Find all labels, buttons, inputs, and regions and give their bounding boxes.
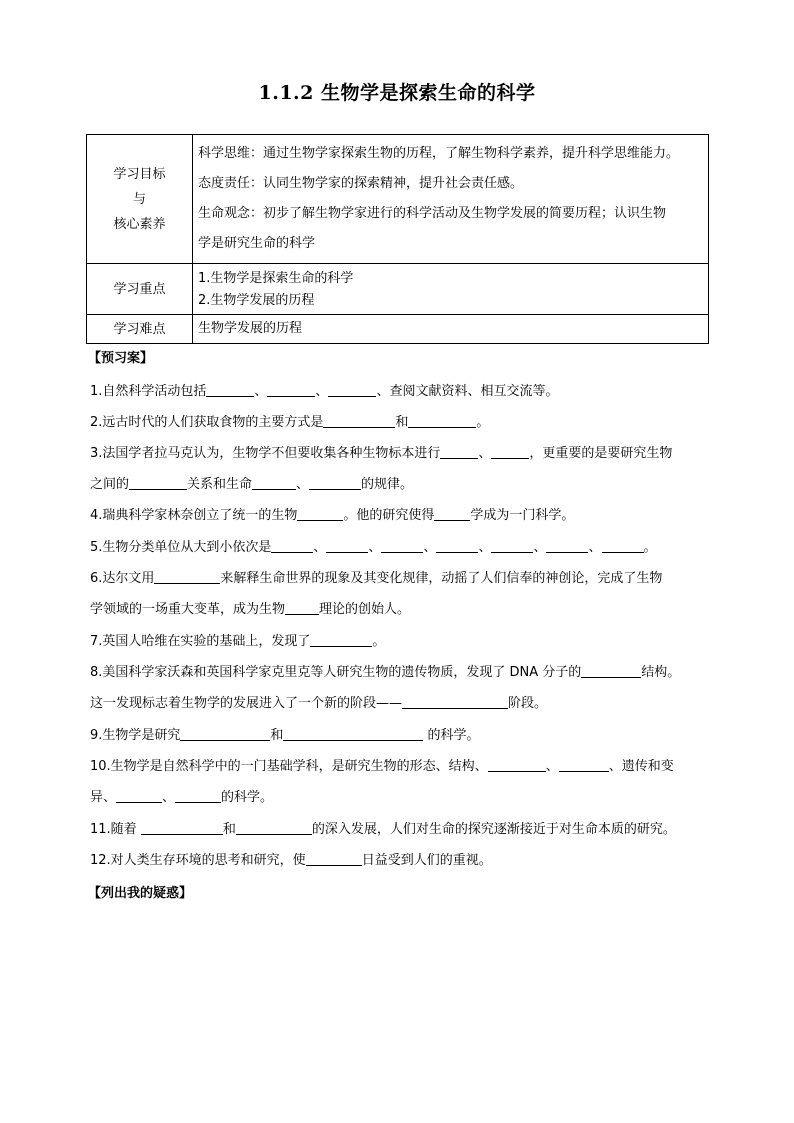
difficulty-label: 学习难点 bbox=[87, 315, 193, 344]
goal-text: 生命观念：初步了解生物学家进行的科学活动及生物学发展的简要历程；认识生物 bbox=[198, 206, 667, 221]
table-row bbox=[87, 135, 709, 264]
question-9 bbox=[90, 720, 715, 751]
preview-section-heading: 【预习案】 bbox=[88, 351, 154, 366]
question-text: 、 bbox=[588, 540, 602, 555]
question-text: 阶段。 bbox=[508, 696, 548, 711]
answer-blank[interactable] bbox=[154, 569, 220, 584]
question-text: 1.自然科学活动包括 bbox=[90, 384, 207, 399]
table-row bbox=[87, 315, 709, 344]
question-text: 和 bbox=[270, 728, 284, 743]
doubts-section-heading: 【列出我的疑惑】 bbox=[88, 886, 193, 901]
question-text: 8.美国科学家沃森和英国科学家克里克等人研究生物的遗传物质，发现了 DNA 分子的 bbox=[90, 665, 582, 680]
answer-blank[interactable] bbox=[381, 538, 423, 553]
answer-blank[interactable] bbox=[602, 538, 644, 553]
question-text: ，更重要的是要研究生物 bbox=[529, 446, 673, 461]
answer-blank[interactable] bbox=[285, 600, 319, 615]
answer-blank[interactable] bbox=[116, 788, 162, 803]
question-10-line-1 bbox=[90, 751, 715, 782]
question-text: 、 bbox=[315, 384, 329, 399]
question-text: 的科学。 bbox=[423, 728, 480, 743]
answer-blank[interactable] bbox=[236, 820, 312, 835]
question-text: 、 bbox=[478, 540, 492, 555]
question-6-line-2 bbox=[90, 594, 715, 625]
question-8-line-2 bbox=[90, 688, 715, 719]
question-text: 、 bbox=[313, 540, 327, 555]
question-6-line-1 bbox=[90, 563, 715, 594]
question-text: 这一发现标志着生物学的发展进入了一个新的阶段—— bbox=[90, 696, 403, 711]
question-text: 。 bbox=[476, 415, 490, 430]
question-text: 理论的创始人。 bbox=[319, 602, 411, 617]
answer-blank[interactable] bbox=[297, 506, 343, 521]
question-text: 2.远古时代的人们获取食物的主要方式是 bbox=[90, 415, 324, 430]
question-10-line-2 bbox=[90, 782, 715, 813]
goal-text: 学是研究生命的科学 bbox=[198, 236, 316, 251]
question-5 bbox=[90, 532, 715, 563]
question-text: 9.生物学是研究 bbox=[90, 728, 181, 743]
question-text: 之间的 bbox=[90, 477, 130, 492]
question-text: 的深入发展，人们对生命的探究逐渐接近于对生命本质的研究。 bbox=[311, 822, 676, 837]
answer-blank[interactable] bbox=[546, 538, 588, 553]
question-text: 的规律。 bbox=[361, 477, 414, 492]
answer-blank[interactable] bbox=[436, 538, 478, 553]
answer-blank[interactable] bbox=[271, 538, 313, 553]
answer-blank[interactable] bbox=[306, 851, 362, 866]
question-text: 结构。 bbox=[641, 665, 681, 680]
question-text: 11.随着 bbox=[90, 822, 141, 837]
key-point-text: 1.生物学是探索生命的科学 bbox=[198, 271, 354, 286]
question-text: 和 bbox=[222, 822, 236, 837]
answer-blank[interactable] bbox=[129, 475, 187, 490]
goals-label-line: 与 bbox=[132, 191, 146, 207]
question-text: 、遗传和变 bbox=[608, 759, 674, 774]
question-text: 和 bbox=[395, 415, 409, 430]
question-text: 3.法国学者拉马克认为，生物学不但要收集各种生物标本进行 bbox=[90, 446, 441, 461]
answer-blank[interactable] bbox=[252, 475, 296, 490]
question-3-line-2 bbox=[90, 469, 715, 500]
question-2 bbox=[90, 407, 715, 438]
key-points-label: 学习重点 bbox=[87, 264, 193, 315]
answer-blank[interactable] bbox=[559, 757, 609, 772]
question-text: 4.瑞典科学家林奈创立了统一的生物 bbox=[90, 508, 298, 523]
answer-blank[interactable] bbox=[408, 413, 476, 428]
answer-blank[interactable] bbox=[402, 694, 508, 709]
question-text: 、 bbox=[368, 540, 382, 555]
question-text: 6.达尔文用 bbox=[90, 571, 155, 586]
question-text: 12.对人类生存环境的思考和研究，使 bbox=[90, 853, 306, 868]
goals-content-cell bbox=[193, 135, 709, 264]
question-text: 、 bbox=[162, 790, 176, 805]
answer-blank[interactable] bbox=[283, 726, 423, 741]
question-3-line-1 bbox=[90, 438, 715, 469]
goals-label-line: 学习目标 bbox=[113, 166, 166, 182]
question-text: 7.英国人哈维在实验的基础上，发现了 bbox=[90, 634, 311, 649]
question-text: 、 bbox=[423, 540, 437, 555]
answer-blank[interactable] bbox=[206, 382, 254, 397]
question-text: 、 bbox=[545, 759, 559, 774]
answer-blank[interactable] bbox=[328, 382, 376, 397]
goal-text: 科学思维：通过生物学家探索生物的历程，了解生物科学素养，提升科学思维能力。 bbox=[198, 146, 680, 161]
question-text: 5.生物分类单位从大到小依次是 bbox=[90, 540, 272, 555]
question-7 bbox=[90, 626, 715, 657]
answer-blank[interactable] bbox=[491, 444, 529, 459]
question-text: 、 bbox=[296, 477, 310, 492]
answer-blank[interactable] bbox=[323, 413, 395, 428]
question-text: 10.生物学是自然科学中的一门基础学科，是研究生物的形态、结构、 bbox=[90, 759, 488, 774]
key-points-cell bbox=[193, 264, 709, 315]
page-title: 1.1.2 生物学是探索生命的科学 bbox=[258, 82, 536, 104]
question-text: 、 bbox=[533, 540, 547, 555]
answer-blank[interactable] bbox=[434, 506, 470, 521]
question-11 bbox=[90, 814, 715, 845]
goals-label-cell bbox=[87, 135, 193, 264]
table-row bbox=[87, 264, 709, 315]
question-text: 日益受到人们的重视。 bbox=[361, 853, 492, 868]
question-text: 的科学。 bbox=[221, 790, 274, 805]
answer-blank[interactable] bbox=[440, 444, 478, 459]
question-text: 来解释生命世界的现象及其变化规律，动摇了人们信奉的神创论，完成了生物 bbox=[220, 571, 663, 586]
answer-blank[interactable] bbox=[310, 632, 372, 647]
question-text: 学成为一门科学。 bbox=[470, 508, 575, 523]
answer-blank[interactable] bbox=[581, 663, 641, 678]
learning-goals-table bbox=[86, 134, 709, 344]
question-4 bbox=[90, 500, 715, 531]
question-8-line-1 bbox=[90, 657, 715, 688]
question-text: 。他的研究使得 bbox=[343, 508, 435, 523]
goals-label-line: 核心素养 bbox=[113, 216, 166, 232]
question-text: 、 bbox=[478, 446, 492, 461]
answer-blank[interactable] bbox=[180, 726, 270, 741]
answer-blank[interactable] bbox=[175, 788, 221, 803]
key-point-text: 2.生物学发展的历程 bbox=[198, 293, 315, 308]
question-text: 学领域的一场重大变革，成为生物 bbox=[90, 602, 286, 617]
answer-blank[interactable] bbox=[141, 820, 223, 835]
question-text: 异、 bbox=[90, 790, 117, 805]
question-text: 。 bbox=[643, 540, 657, 555]
question-12 bbox=[90, 845, 715, 876]
answer-blank[interactable] bbox=[309, 475, 361, 490]
question-1 bbox=[90, 376, 715, 407]
answer-blank[interactable] bbox=[491, 538, 533, 553]
question-text: 关系和生命 bbox=[187, 477, 253, 492]
answer-blank[interactable] bbox=[488, 757, 546, 772]
question-text: 、 bbox=[254, 384, 268, 399]
difficulty-cell: 生物学发展的历程 bbox=[193, 315, 709, 344]
answer-blank[interactable] bbox=[267, 382, 315, 397]
question-text: 。 bbox=[372, 634, 386, 649]
goal-text: 态度责任：认同生物学家的探索精神，提升社会责任感。 bbox=[198, 176, 524, 191]
answer-blank[interactable] bbox=[326, 538, 368, 553]
question-text: 、查阅文献资料、相互交流等。 bbox=[376, 384, 559, 399]
